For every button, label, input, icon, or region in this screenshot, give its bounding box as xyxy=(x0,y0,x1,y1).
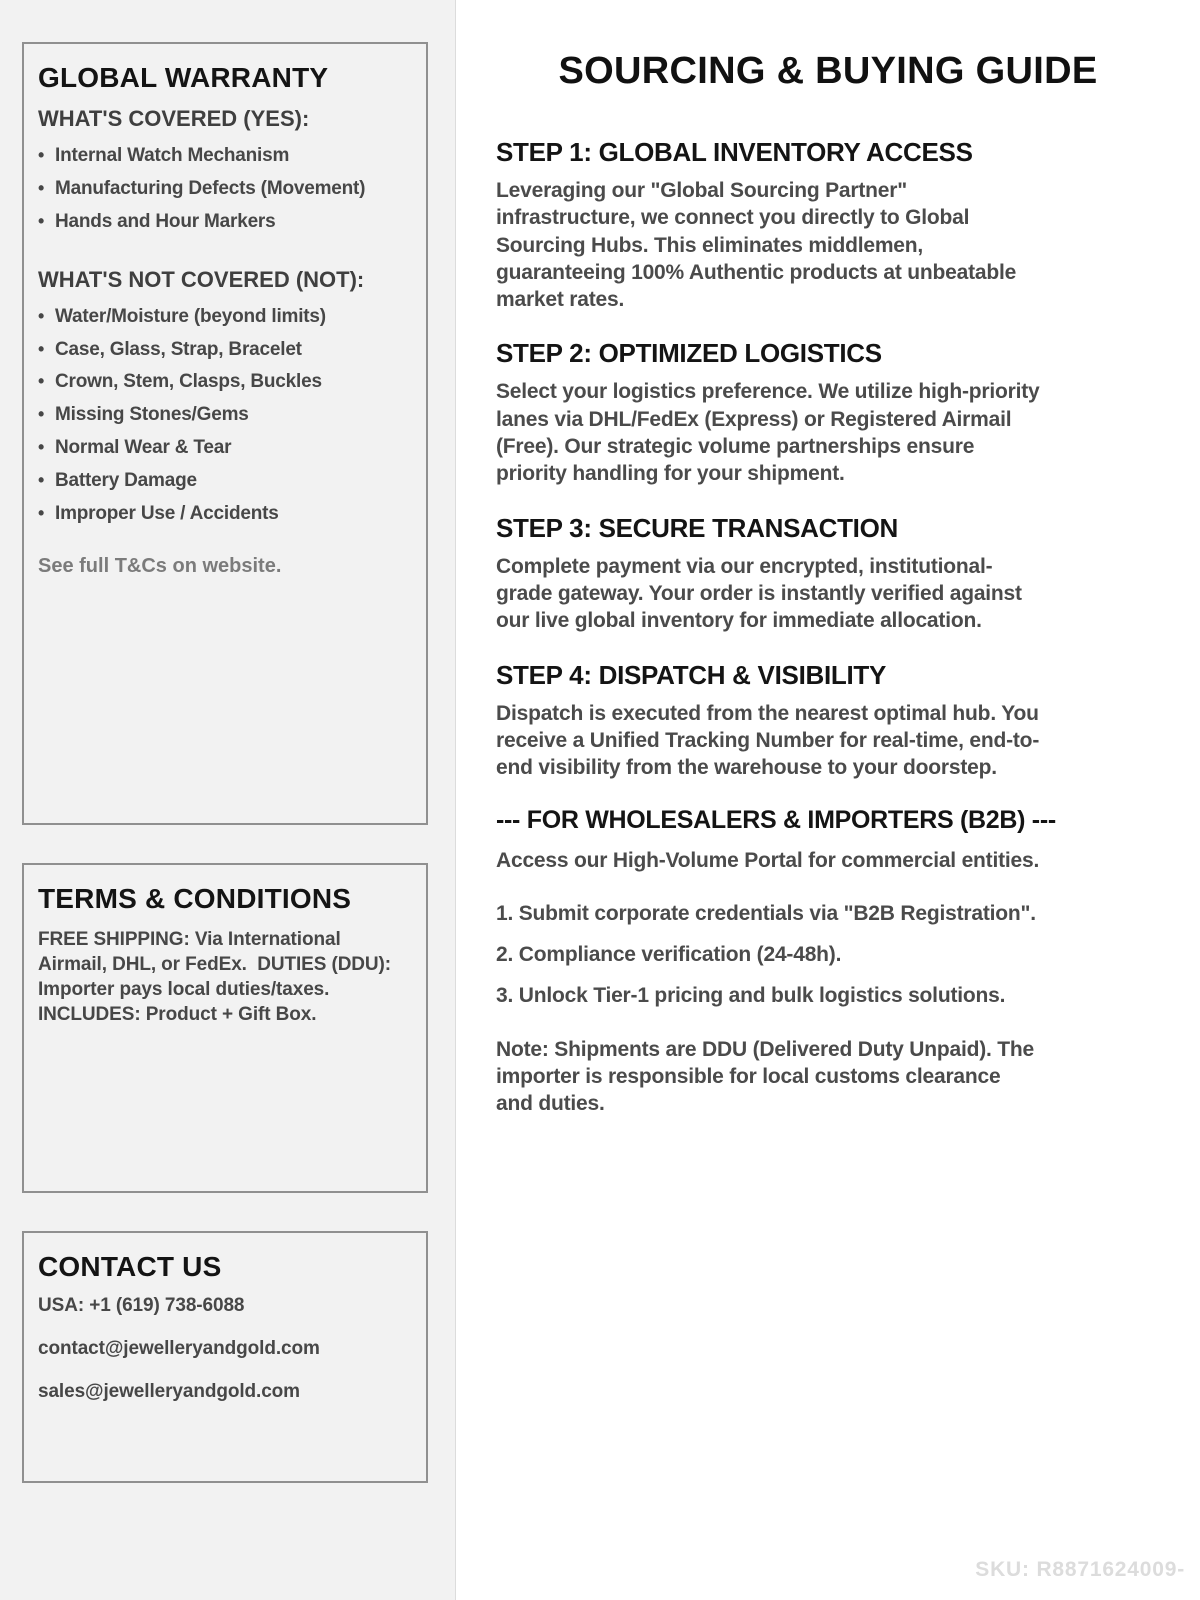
b2b-intro: Access our High-Volume Portal for commercial entities. xyxy=(496,849,1040,873)
b2b-item-2: 2. Compliance verification (24-48h). xyxy=(496,943,842,967)
contact-email-sales: sales@jewelleryandgold.com xyxy=(38,1381,300,1402)
b2b-item-3: 3. Unlock Tier-1 pricing and bulk logistics solutions. xyxy=(496,984,1006,1008)
b2b-section xyxy=(496,806,1160,1117)
b2b-item-1: 1. Submit corporate credentials via "B2B Registration". xyxy=(496,901,1036,925)
list-item: • Internal Watch Mechanism xyxy=(38,146,412,167)
contact-us-box xyxy=(22,1231,428,1483)
step-3-section xyxy=(496,513,1160,635)
step-4-section xyxy=(496,660,1160,782)
step-4-body: Dispatch is executed from the nearest optimal hub. You receive a Unified Tracking Number for real-time, end-to-end visibility from the warehouse to your doorstep. xyxy=(496,701,1040,780)
terms-body: FREE SHIPPING: Via International Airmail, DHL, or FedEx. DUTIES (DDU): Importer pays local duties/taxes. INCLUDES: Product + Gift Box. xyxy=(38,929,397,1026)
list-item: • Hands and Hour Markers xyxy=(38,212,412,233)
list-item: • Normal Wear & Tear xyxy=(38,438,412,459)
contact-phone: USA: +1 (619) 738-6088 xyxy=(38,1295,245,1316)
list-item: • Battery Damage xyxy=(38,471,412,492)
step-2-section xyxy=(496,338,1160,487)
not-covered-heading: WHAT'S NOT COVERED (NOT): xyxy=(38,266,365,292)
list-item: • Crown, Stem, Clasps, Buckles xyxy=(38,372,412,393)
b2b-heading: --- FOR WHOLESALERS & IMPORTERS (B2B) --- xyxy=(496,806,1056,835)
list-item: • Case, Glass, Strap, Bracelet xyxy=(38,340,412,361)
list-item: • Water/Moisture (beyond limits) xyxy=(38,307,412,328)
list-item: • Manufacturing Defects (Movement) xyxy=(38,179,412,200)
contact-title: CONTACT US xyxy=(38,1251,222,1282)
main-content xyxy=(456,0,1200,1600)
terms-conditions-box xyxy=(22,863,428,1193)
terms-title: TERMS & CONDITIONS xyxy=(38,883,352,914)
contact-email-primary: contact@jewelleryandgold.com xyxy=(38,1338,320,1359)
step-2-body: Select your logistics preference. We utilize high-priority lanes via DHL/FedEx (Express) or Registered Airmail (Free). Our strategic volume partnerships ensure priority handling for your shipment. xyxy=(496,380,1040,486)
b2b-note: Note: Shipments are DDU (Delivered Duty Unpaid). The importer is responsible for local customs clearance and duties. xyxy=(496,1037,1035,1116)
sidebar xyxy=(0,0,456,1600)
covered-list xyxy=(38,146,412,233)
step-1-section xyxy=(496,137,1160,313)
not-covered-list xyxy=(38,307,412,525)
step-3-heading: STEP 3: SECURE TRANSACTION xyxy=(496,512,898,543)
covered-heading: WHAT'S COVERED (YES): xyxy=(38,106,310,131)
step-1-heading: STEP 1: GLOBAL INVENTORY ACCESS xyxy=(496,137,973,167)
list-item: • Missing Stones/Gems xyxy=(38,405,412,426)
step-4-heading: STEP 4: DISPATCH & VISIBILITY xyxy=(496,659,887,690)
list-item: • Improper Use / Accidents xyxy=(38,504,412,525)
step-3-body: Complete payment via our encrypted, institutional-grade gateway. Your order is instantly verified against our live global inventory for immediate allocation. xyxy=(496,554,1022,633)
global-warranty-box xyxy=(22,42,428,825)
warranty-title: GLOBAL WARRANTY xyxy=(38,62,329,93)
step-2-heading: STEP 2: OPTIMIZED LOGISTICS xyxy=(496,338,882,369)
sku-label: SKU: R8871624009- xyxy=(975,1558,1185,1581)
step-1-body: Leveraging our "Global Sourcing Partner" infrastructure, we connect you directly to Global Sourcing Hubs. This eliminates middlemen, guaranteeing 100% Authentic products at unbeatable market rates. xyxy=(496,179,1017,312)
warranty-footnote: See full T&Cs on website. xyxy=(38,554,282,577)
page-title: SOURCING & BUYING GUIDE xyxy=(558,50,1098,92)
